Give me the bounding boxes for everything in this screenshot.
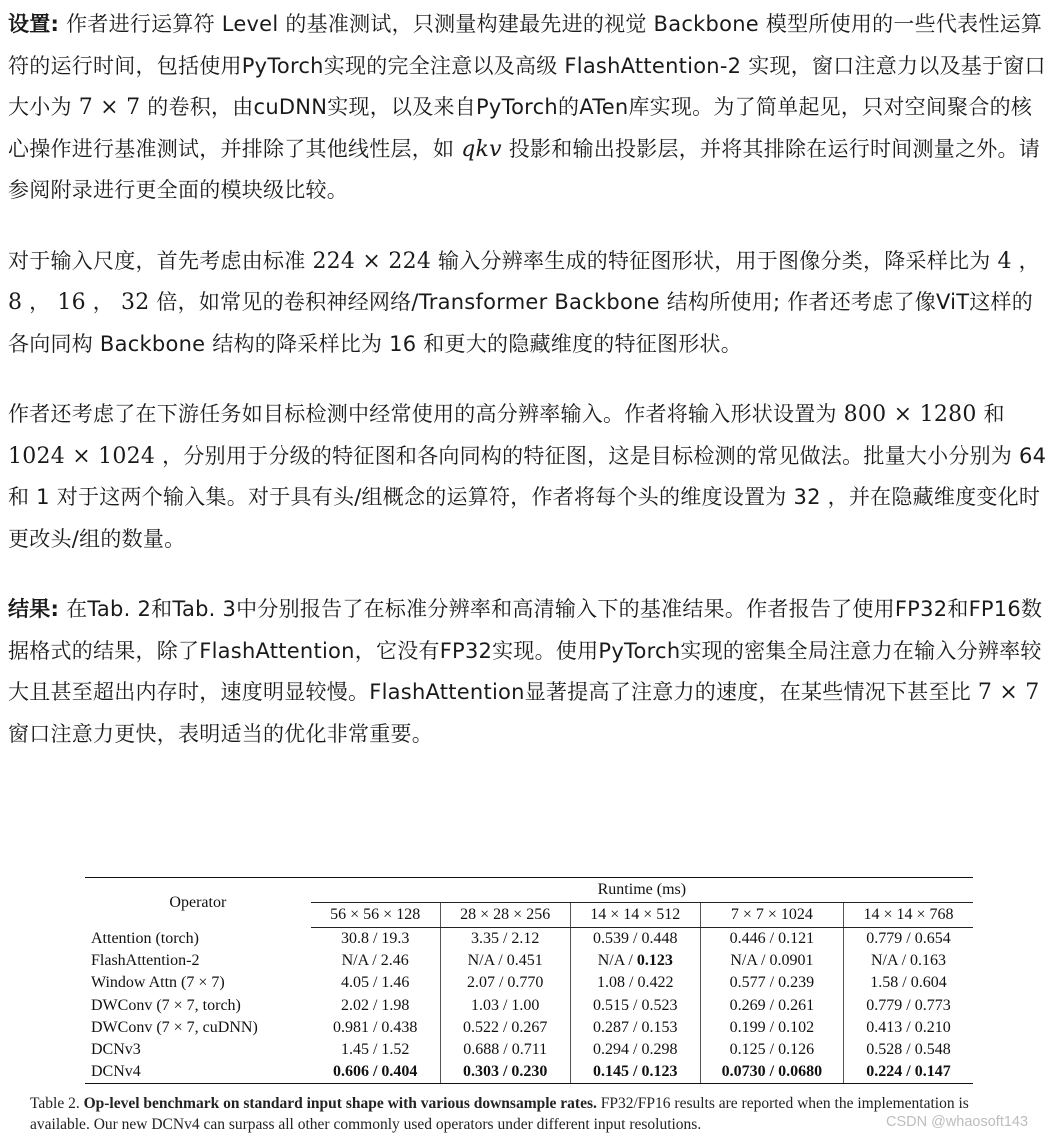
runtime-cell: 2.02 / 1.98	[340, 996, 410, 1014]
runtime-cell: N/A / 2.46	[341, 952, 409, 970]
runtime-cell: 30.8 / 19.3	[340, 930, 410, 948]
operator-cell: Attention (torch)	[91, 929, 199, 947]
results-text-2: 窗口注意力更快，表明适当的优化非常重要。	[8, 721, 433, 746]
input-scale-math-4: 4	[997, 248, 1012, 274]
runtime-cell: 0.294 / 0.298	[570, 1039, 700, 1061]
setup-math-window: 7 × 7	[78, 95, 141, 120]
shape-header: 14 × 14 × 512	[570, 903, 700, 928]
input-scale-text-2: 输入分辨率生成的特征图形状，用于图像分类，降采样比为	[431, 248, 998, 273]
downstream-text-1: 作者还考虑了在下游任务如目标检测中经常使用的高分辨率输入。作者将输入形状设置为	[8, 402, 844, 426]
runtime-cell: N/A / 0.0901	[700, 950, 843, 972]
runtime-cell: N/A / 0.163	[844, 950, 973, 972]
runtime-cell: 0.515 / 0.523	[570, 995, 700, 1017]
downstream-text-3: ，分别用于分级的特征图和各向同构的特征图，这是目标检测的常见做法。批量大小分别为 64 和 1 对于这两个输入集。对于具有头/组概念的运算符，作者将每个头的维度设置为 32 ，并在隐藏维度变化时更改头/组的数量。	[8, 443, 1047, 551]
runtime-cell: 0.779 / 0.654	[844, 928, 973, 951]
runtime-cell: 1.45 / 1.52	[340, 1041, 410, 1059]
article-body	[8, 4, 1050, 784]
input-scale-sep-1: ，	[1011, 248, 1040, 273]
runtime-cell: 0.125 / 0.126	[700, 1039, 843, 1061]
table-row	[85, 928, 973, 951]
shape-header: 7 × 7 × 1024	[700, 903, 843, 928]
input-scale-math-32: 32	[120, 290, 150, 315]
runtime-cell	[311, 1061, 440, 1084]
runtime-cell	[570, 1061, 700, 1084]
results-label: 结果:	[8, 597, 60, 621]
runtime-cell: 0.269 / 0.261	[700, 995, 843, 1017]
runtime-cell: 1.58 / 0.604	[844, 972, 973, 994]
runtime-cell: 4.05 / 1.46	[340, 974, 410, 992]
input-scale-paragraph	[8, 241, 1050, 366]
shape-header: 14 × 14 × 768	[844, 903, 973, 928]
runtime-cell	[570, 950, 700, 972]
runtime-cell-best: 0.0730 / 0.0680	[721, 1063, 823, 1081]
input-scale-math-224: 224 × 224	[312, 248, 432, 274]
table-row	[85, 1017, 973, 1039]
caption-title: Op-level benchmark on standard input shape with various downsample rates.	[83, 1095, 597, 1113]
input-scale-math-16: 16	[57, 290, 86, 315]
runtime-cell	[440, 1061, 570, 1084]
runtime-cell: 1.08 / 0.422	[570, 972, 700, 994]
input-scale-math-8: 8	[8, 290, 23, 315]
setup-text-3: 投影和输出投影层，并将其排除在运行时间测量之外。请参阅附录进行更全面的模块级比较。	[8, 136, 1040, 202]
input-scale-sep-3: ，	[85, 290, 121, 314]
input-scale-text-3: 倍，如常见的卷积神经网络/Transformer Backbone 结构所使用; 作者还考虑了像ViT这样的各向同构 Backbone 结构的降采样比为 16 和更大的隐藏维度的特征图形状。	[8, 290, 1034, 356]
table-row	[85, 950, 973, 972]
runtime-cell: 1.03 / 1.00	[440, 995, 570, 1017]
input-scale-sep-2: ，	[22, 290, 58, 314]
runtime-cell: 0.528 / 0.548	[844, 1039, 973, 1061]
setup-text-1: 作者进行运算符 Level 的基准测试，只测量构建最先进的视觉 Backbone 模型所使用的一些代表性运算符的运行时间，包括使用PyTorch实现的完全注意以及高级 FlashAttention-2 实现，窗口注意力以及基于窗口大小为	[8, 12, 1046, 119]
caption-text: FP32/FP16 results are reported when the implementation is available. Our new DCNv4 can surpass all other commonly used operators under different input resolutions.	[30, 1095, 969, 1134]
runtime-cell: 0.779 / 0.773	[844, 995, 973, 1017]
runtime-cell: 0.577 / 0.239	[700, 972, 843, 994]
setup-label: 设置:	[8, 12, 60, 36]
runtime-cell	[700, 1061, 843, 1084]
downstream-math-1024x1024: 1024 × 1024	[8, 443, 156, 469]
watermark: CSDN @whaosoft143	[886, 1114, 1029, 1130]
runtime-cell: 0.413 / 0.210	[844, 1017, 973, 1039]
runtime-cell: 0.199 / 0.102	[700, 1017, 843, 1039]
downstream-text-2: 和	[976, 402, 1005, 426]
runtime-cell-best-fp16: 0.123	[636, 952, 673, 970]
runtime-cell: N/A / 0.451	[440, 950, 570, 972]
table-figure	[30, 877, 1030, 1135]
results-paragraph	[8, 589, 1050, 755]
table-row	[85, 1061, 973, 1084]
runtime-cell	[844, 1061, 973, 1084]
runtime-cell: 0.981 / 0.438	[332, 1018, 418, 1036]
runtime-header: Runtime (ms)	[311, 878, 973, 903]
operator-header: Operator	[85, 878, 311, 928]
downstream-math-800x1280: 800 × 1280	[843, 402, 977, 427]
operator-cell: FlashAttention-2	[91, 952, 200, 970]
results-math-window: 7 × 7	[977, 680, 1040, 705]
operator-cell: DWConv (7 × 7, cuDNN)	[91, 1018, 258, 1036]
setup-math-qkv: qkv	[461, 136, 502, 162]
shape-header: 28 × 28 × 256	[440, 903, 570, 928]
runtime-cell: 0.522 / 0.267	[440, 1017, 570, 1039]
table-row	[85, 972, 973, 994]
downstream-paragraph	[8, 394, 1050, 560]
operator-cell: DCNv4	[85, 1061, 311, 1084]
runtime-cell-fp32: N/A /	[597, 952, 637, 970]
runtime-cell: 0.446 / 0.121	[700, 928, 843, 951]
input-scale-text-1: 对于输入尺度，首先考虑由标准	[8, 248, 313, 273]
table-row	[85, 1039, 973, 1061]
operator-cell: DCNv3	[91, 1041, 141, 1059]
table-row	[85, 995, 973, 1017]
operator-cell: Window Attn (7 × 7)	[91, 974, 225, 992]
runtime-cell: 2.07 / 0.770	[440, 972, 570, 994]
benchmark-table	[85, 877, 973, 1084]
shape-header: 56 × 56 × 128	[311, 903, 440, 928]
runtime-cell: 3.35 / 2.12	[440, 928, 570, 951]
runtime-cell-best: 0.224 / 0.147	[866, 1063, 951, 1081]
table-caption	[30, 1093, 1030, 1135]
runtime-cell: 0.287 / 0.153	[570, 1017, 700, 1039]
runtime-cell: 0.539 / 0.448	[570, 928, 700, 951]
results-text-1: 在Tab. 2和Tab. 3中分别报告了在标准分辨率和高清输入下的基准结果。作者报告了使用FP32和FP16数据格式的结果，除了FlashAttention，它没有FP32实现。使用PyTorch实现的密集全局注意力在输入分辨率较大且甚至超出内存时，速度明显较慢。FlashAttention显著提高了注意力的速度，在某些情况下甚至比	[8, 597, 1043, 704]
setup-paragraph	[8, 4, 1050, 212]
setup-text-2: 的卷积，由cuDNN实现，以及来自PyTorch的ATen库实现。为了简单起见，只对空间聚合的核心操作进行基准测试，并排除了其他线性层，如	[8, 95, 1033, 161]
runtime-cell-best: 0.145 / 0.123	[593, 1063, 678, 1081]
runtime-cell-best: 0.606 / 0.404	[332, 1063, 418, 1081]
caption-label: Table 2.	[30, 1095, 80, 1113]
operator-cell: DWConv (7 × 7, torch)	[91, 996, 241, 1014]
runtime-cell: 0.688 / 0.711	[440, 1039, 570, 1061]
runtime-cell-best: 0.303 / 0.230	[462, 1063, 548, 1081]
